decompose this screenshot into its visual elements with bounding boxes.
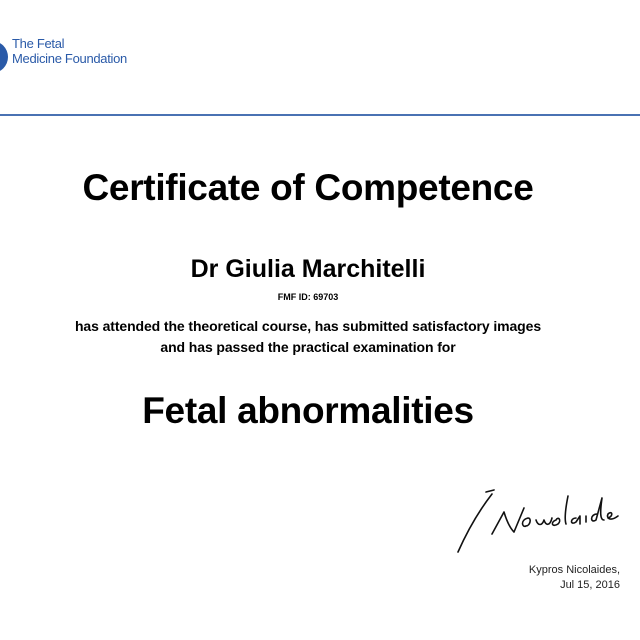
logo-line-2: Medicine Foundation	[12, 51, 127, 66]
certificate-statement	[0, 316, 616, 358]
signatory-block	[529, 563, 620, 593]
logo-line-1: The Fetal	[12, 36, 65, 51]
certificate-subject: Fetal abnormalities	[142, 390, 474, 431]
statement-line-1: has attended the theoretical course, has submitted satisfactory images	[74, 318, 542, 334]
fmf-logo-icon	[0, 38, 10, 76]
signatory-name: Kypros Nicolaides,	[528, 564, 620, 576]
certificate-title: Certificate of Competence	[82, 167, 534, 208]
recipient-name: Dr Giulia Marchitelli	[190, 255, 426, 283]
logo-wordmark	[12, 36, 127, 66]
fmf-id: FMF ID: 69703	[277, 292, 339, 302]
header-divider	[0, 114, 640, 116]
signature-date: Jul 15, 2016	[560, 579, 620, 591]
handwritten-signature	[452, 482, 622, 558]
statement-line-2: and has passed the practical examination for	[160, 339, 456, 355]
